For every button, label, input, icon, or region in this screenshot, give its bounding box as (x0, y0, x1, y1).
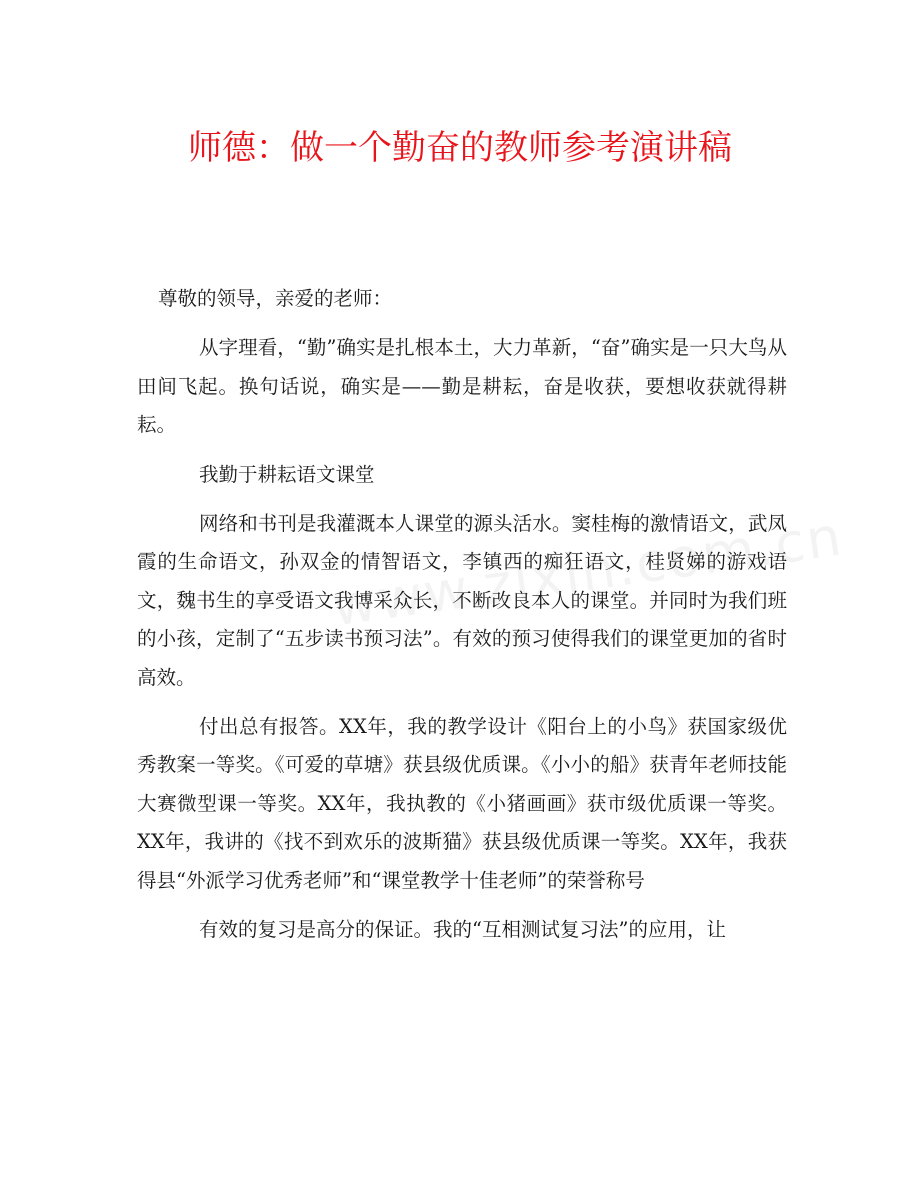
paragraph-2: 网络和书刊是我灌溉本人课堂的源头活水。窦桂梅的激情语文，武凤霞的生命语文，孙双金的情智语文，李镇西的痴狂语文，桂贤娣的游戏语文，魏书生的享受语文我博采众长，不断改良本人的课堂。并同时为我们班的小孩，定制了“五步读书预习法”。有效的预习使得我们的课堂更加的省时高效。 (137, 512, 787, 689)
paragraph-3: 付出总有报答。XX年，我的教学设计《阳台上的小鸟》获国家级优秀教案一等奖。《可爱的草塘》获县级优质课。《小小的船》获青年老师技能大赛微型课一等奖。XX年，我执教的《小猪画画》获市级优质课一等奖。XX年，我讲的《找不到欢乐的波斯猫》获县级优质课一等奖。XX年，我获得县“外派学习优秀老师”和“课堂教学十佳老师”的荣誉称号 (137, 715, 787, 892)
section-heading: 我勤于耕耘语文课堂 (199, 462, 375, 486)
salutation: 尊敬的领导，亲爱的老师： (158, 287, 393, 310)
paragraph-4: 有效的复习是高分的保证。我的“互相测试复习法”的应用，让 (199, 918, 726, 942)
paragraph-1: 从字理看，“勤”确实是扎根本土，大力革新，“奋”确实是一只大鸟从田间飞起。换句话说，确实是——勤是耕耘，奋是收获，要想收获就得耕耘。 (137, 336, 787, 437)
document-body (137, 280, 787, 950)
document-title: 师德：做一个勤奋的教师参考演讲稿 (188, 128, 732, 168)
